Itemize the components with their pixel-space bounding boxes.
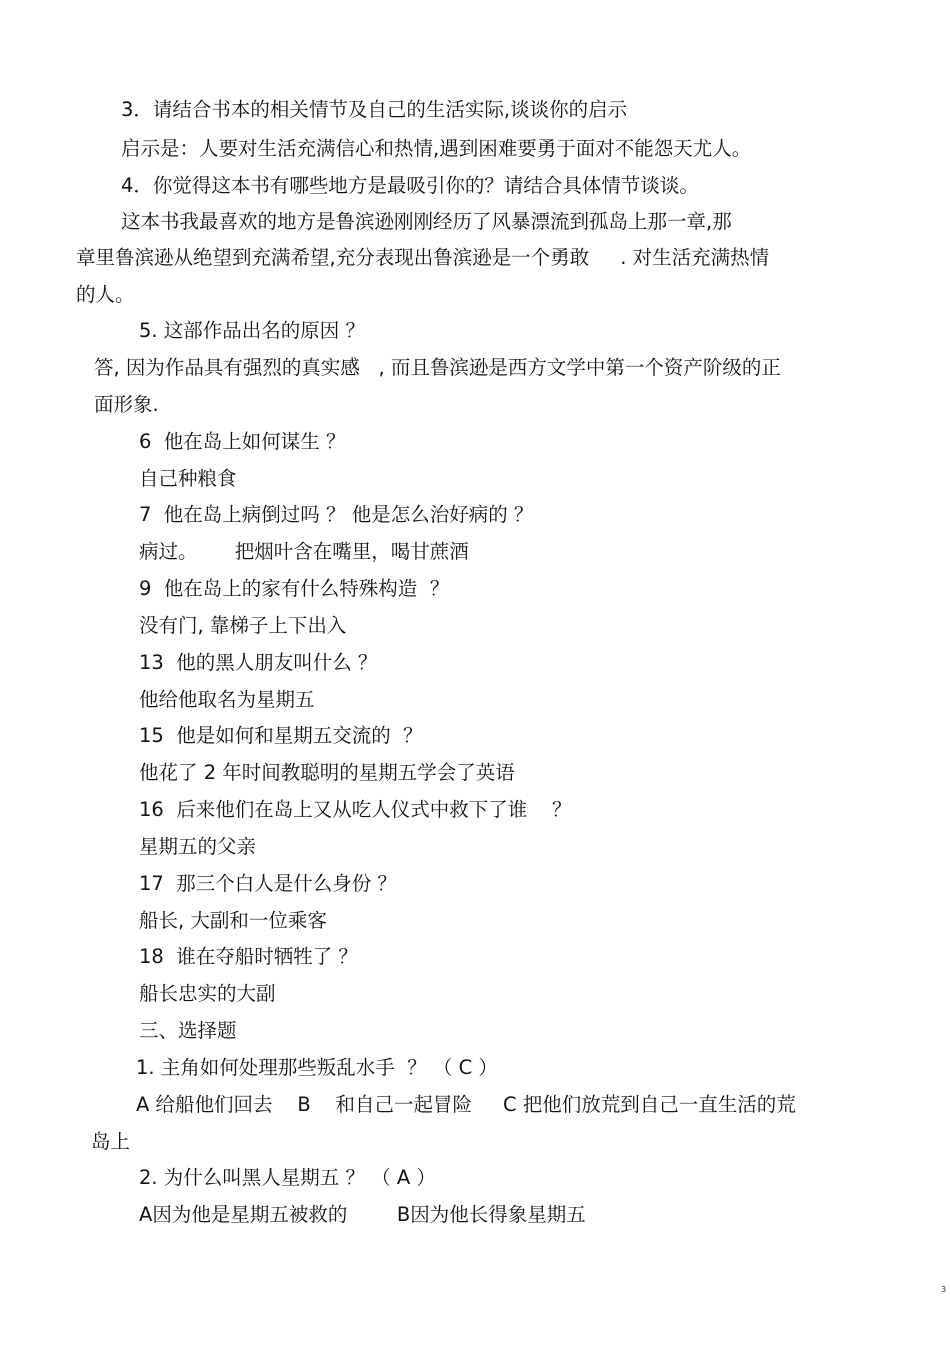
text-line: 1. 主角如何处理那些叛乱水手 ？ （ C ） xyxy=(136,1056,498,1079)
text-line: 这本书我最喜欢的地方是鲁滨逊刚刚经历了风暴漂流到孤岛上那一章,那 xyxy=(121,210,732,233)
text-line: 面形象. xyxy=(94,393,159,416)
text-line: A 给船他们回去 B 和自己一起冒险 C 把他们放荒到自己一直生活的荒 xyxy=(136,1093,796,1116)
text-line: 的人。 xyxy=(76,283,135,306)
text-line: 5. 这部作品出名的原因 ？ xyxy=(139,319,366,342)
text-line: 17 那三个白人是什么身份 ？ xyxy=(139,872,397,895)
text-line: 星期五的父亲 xyxy=(139,835,257,858)
text-line: 13 他的黑人朋友叫什么 ？ xyxy=(139,651,378,674)
text-line: 6 他在岛上如何谋生 ？ xyxy=(139,430,346,453)
text-line: 15 他是如何和星期五交流的 ？ xyxy=(139,724,423,747)
text-line: 4．你觉得这本书有哪些地方是最吸引你的？请结合具体情节谈谈。 xyxy=(121,174,699,197)
text-line: 他花了 2 年时间教聪明的星期五学会了英语 xyxy=(139,761,515,784)
text-line: 9 他在岛上的家有什么特殊构造 ？ xyxy=(139,577,450,600)
text-line: 18 谁在夺船时牺牲了 ？ xyxy=(139,945,358,968)
page-number: 3 xyxy=(941,1285,947,1294)
text-line: 没有门, 靠梯子上下出入 xyxy=(139,614,347,637)
text-line: 他给他取名为星期五 xyxy=(139,688,315,711)
text-line: 启示是：人要对生活充满信心和热情,遇到困难要勇于面对不能怨天尤人。 xyxy=(121,137,752,160)
text-line: 章里鲁滨逊从绝望到充满希望,充分表现出鲁滨逊是一个勇敢 . 对生活充满热情 xyxy=(76,246,770,269)
text-line: 16 后来他们在岛上又从吃人仪式中救下了谁 ？ xyxy=(139,798,572,821)
text-line: 病过。 把烟叶含在嘴里，喝甘蔗酒 xyxy=(139,540,469,563)
text-line: 2. 为什么叫黑人星期五 ？ （ A ） xyxy=(139,1166,436,1189)
text-line: 自己种粮食 xyxy=(139,467,237,490)
section-heading: 三、选择题 xyxy=(139,1019,237,1042)
text-line: 岛上 xyxy=(91,1130,131,1153)
text-line: 答, 因为作品具有强烈的真实感 , 而且鲁滨逊是西方文学中第一个资产阶级的正 xyxy=(94,356,781,379)
text-line: 船长忠实的大副 xyxy=(139,982,276,1005)
text-line: A因为他是星期五被救的 B因为他长得象星期五 xyxy=(139,1203,586,1226)
text-line: 3．请结合书本的相关情节及自己的生活实际,谈谈你的启示 xyxy=(121,98,628,121)
text-line: 船长, 大副和一位乘客 xyxy=(139,909,327,932)
text-line: 7 他在岛上病倒过吗 ？ 他是怎么治好病的 ？ xyxy=(139,503,534,526)
